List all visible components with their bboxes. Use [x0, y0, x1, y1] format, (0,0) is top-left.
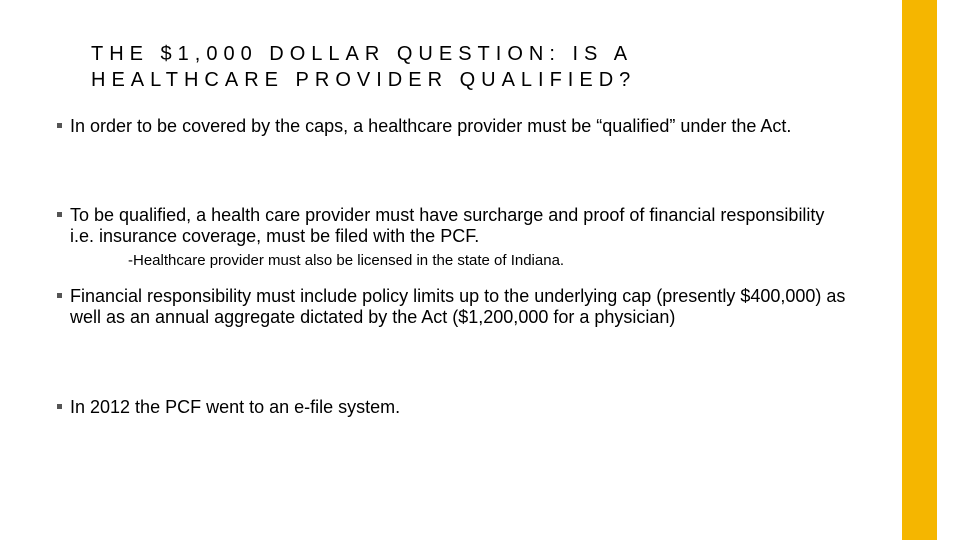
bullet-text-2: To be qualified, a health care provider must have surcharge and proof of financial responsibility i.e. insurance coverage, must be filed with the PCF. — [70, 205, 825, 246]
slide-title — [91, 41, 851, 93]
sub-bullet: -Healthcare provider must also be licensed in the state of Indiana. — [128, 252, 565, 269]
bullet-marker-icon — [57, 404, 62, 409]
bullet-marker-icon — [57, 212, 62, 217]
slide-title-line-1: THE $1,000 DOLLAR QUESTION: IS A — [91, 43, 634, 65]
bullet-marker-icon — [57, 293, 62, 298]
bullet-text-1: In order to be covered by the caps, a healthcare provider must be “qualified” under the Act. — [70, 116, 792, 136]
bullet-item-1 — [57, 116, 847, 137]
bullet-text-4: In 2012 the PCF went to an e-file system. — [70, 397, 401, 417]
bullet-item-3 — [57, 286, 847, 328]
accent-bar — [902, 0, 937, 540]
slide-title-line-2: HEALTHCARE PROVIDER QUALIFIED? — [91, 69, 637, 91]
bullet-item-2 — [57, 205, 847, 247]
bullet-marker-icon — [57, 123, 62, 128]
bullet-item-4 — [57, 397, 847, 418]
bullet-text-3: Financial responsibility must include policy limits up to the underlying cap (presently $400,000) as well as an annual aggregate dictated by the Act ($1,200,000 for a physician) — [70, 286, 846, 327]
